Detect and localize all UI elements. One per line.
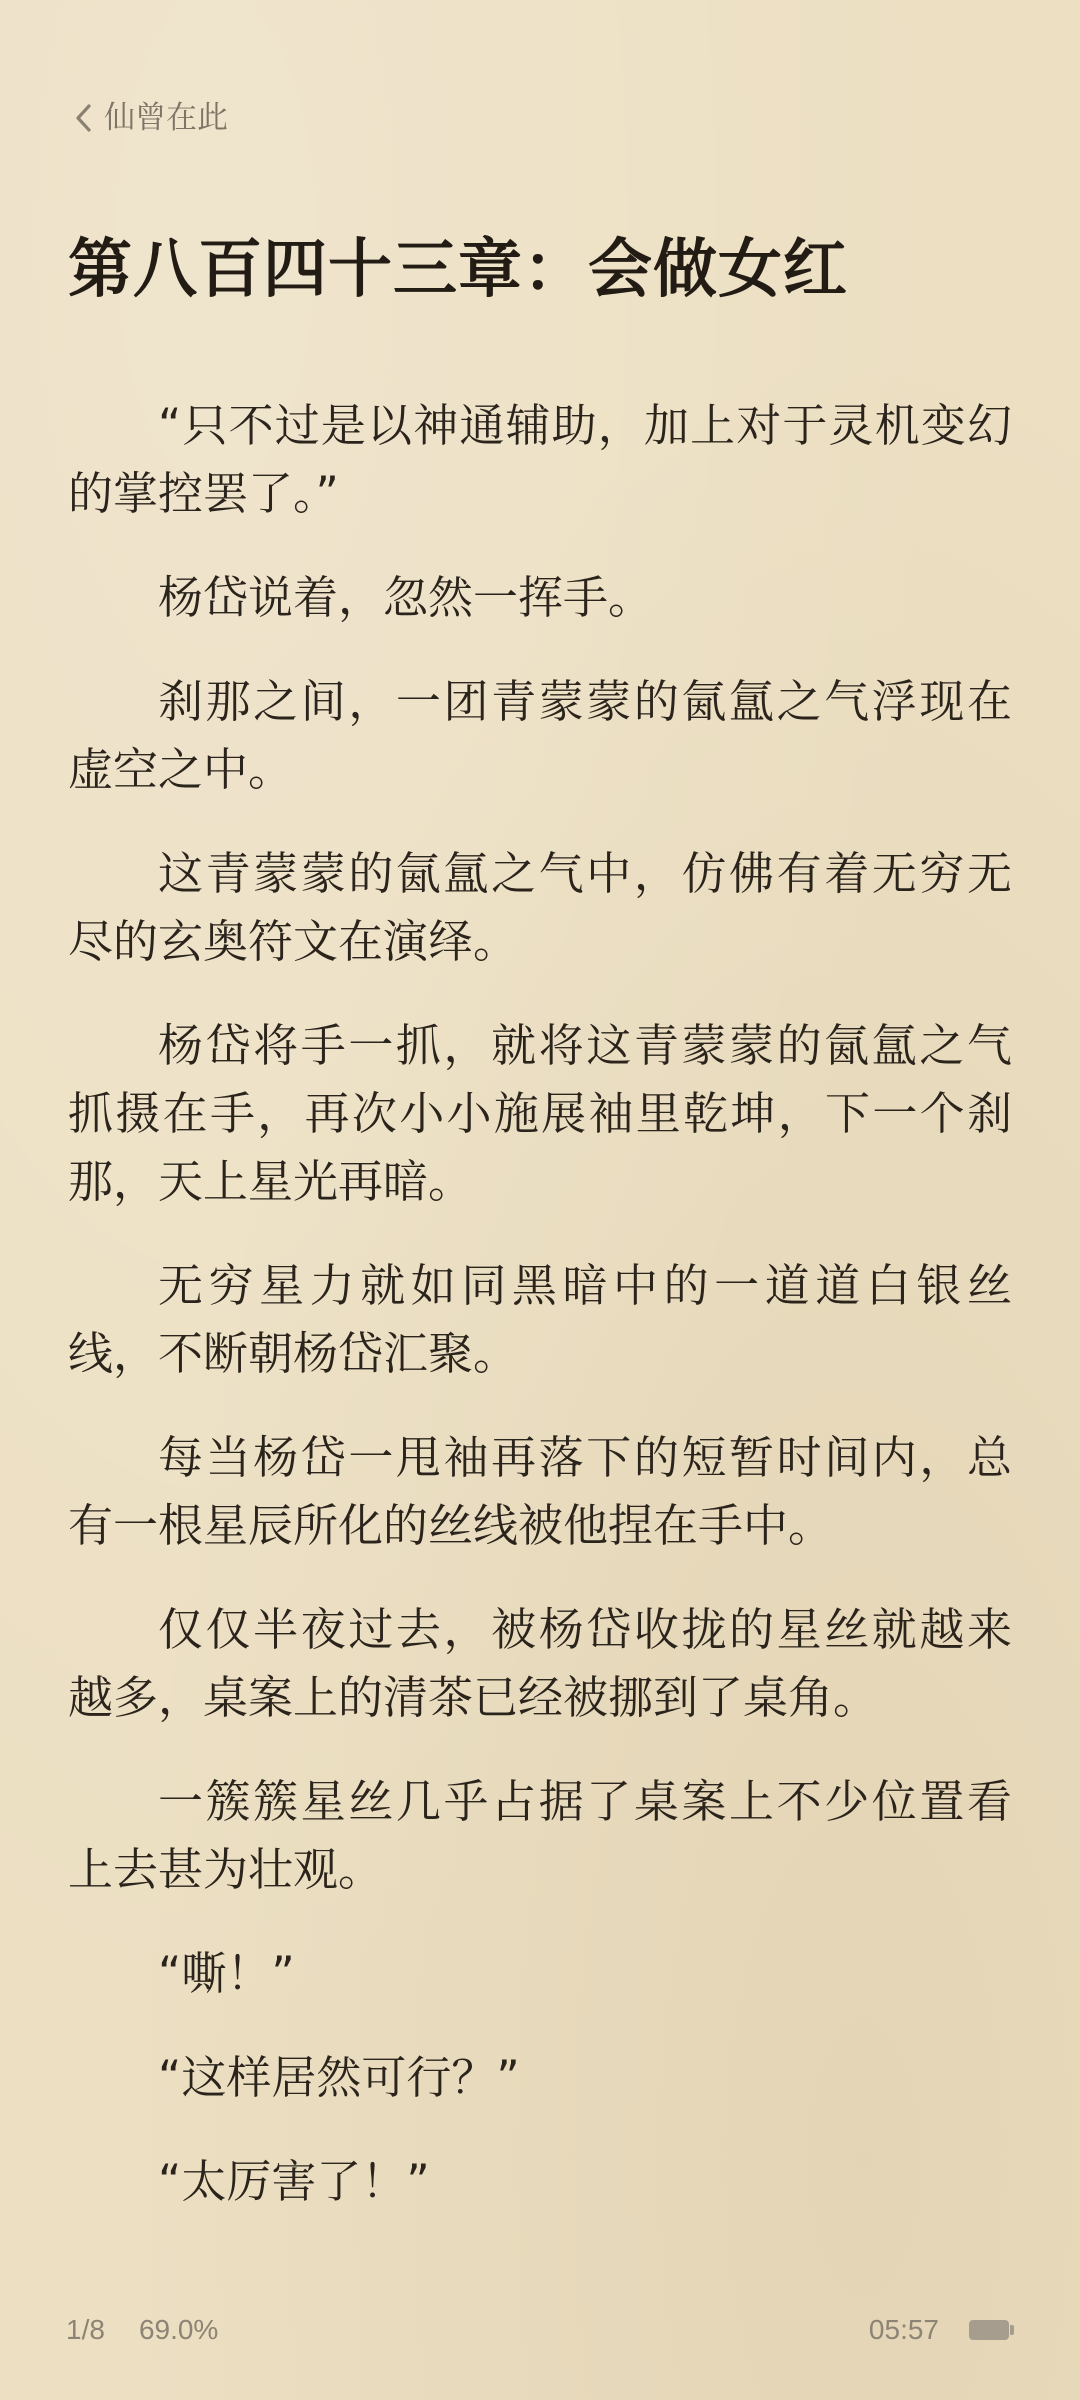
paragraph: 这青蒙蒙的氤氲之气中，仿佛有着无穷无尽的玄奥符文在演绎。 — [68, 847, 1012, 968]
page-indicator: 1/8 — [66, 2314, 105, 2345]
back-button[interactable] — [72, 96, 228, 140]
battery-body — [969, 2320, 1009, 2340]
paragraph: “太厉害了！” — [158, 2155, 430, 2208]
book-title: 仙曾在此 — [104, 100, 228, 136]
reading-content[interactable] — [68, 392, 1012, 2252]
paragraph: 一簇簇星丝几乎占据了桌案上不少位置看上去甚为壮观。 — [68, 1775, 1012, 1896]
paragraph: 仅仅半夜过去，被杨岱收拢的星丝就越来越多，桌案上的清茶已经被挪到了桌角。 — [68, 1603, 1012, 1724]
paragraph: 刹那之间，一团青蒙蒙的氤氲之气浮现在虚空之中。 — [68, 675, 1012, 796]
paragraph: “这样居然可行？” — [158, 2051, 520, 2104]
paragraph: “嘶！” — [158, 1947, 295, 2000]
clock-time: 05:57 — [868, 2314, 939, 2345]
reading-progress: 69.0% — [138, 2314, 219, 2345]
battery-tip — [1010, 2325, 1014, 2335]
chapter-title: 第八百四十三章：会做女红 — [68, 233, 848, 307]
chevron-left-icon — [72, 101, 94, 135]
reader-status-bar — [66, 2310, 1014, 2350]
paragraph: 杨岱将手一抓，就将这青蒙蒙的氤氲之气抓摄在手，再次小小施展袖里乾坤，下一个刹那，天上星光再暗。 — [68, 1019, 1012, 1208]
paragraph: 杨岱说着，忽然一挥手。 — [158, 571, 654, 624]
battery-icon — [969, 2320, 1014, 2340]
paragraph: 无穷星力就如同黑暗中的一道道白银丝线，不断朝杨岱汇聚。 — [68, 1259, 1012, 1380]
paragraph: 每当杨岱一甩袖再落下的短暂时间内，总有一根星辰所化的丝线被他捏在手中。 — [68, 1431, 1012, 1552]
paragraph: “只不过是以神通辅助，加上对于灵机变幻的掌控罢了。” — [68, 399, 1012, 520]
